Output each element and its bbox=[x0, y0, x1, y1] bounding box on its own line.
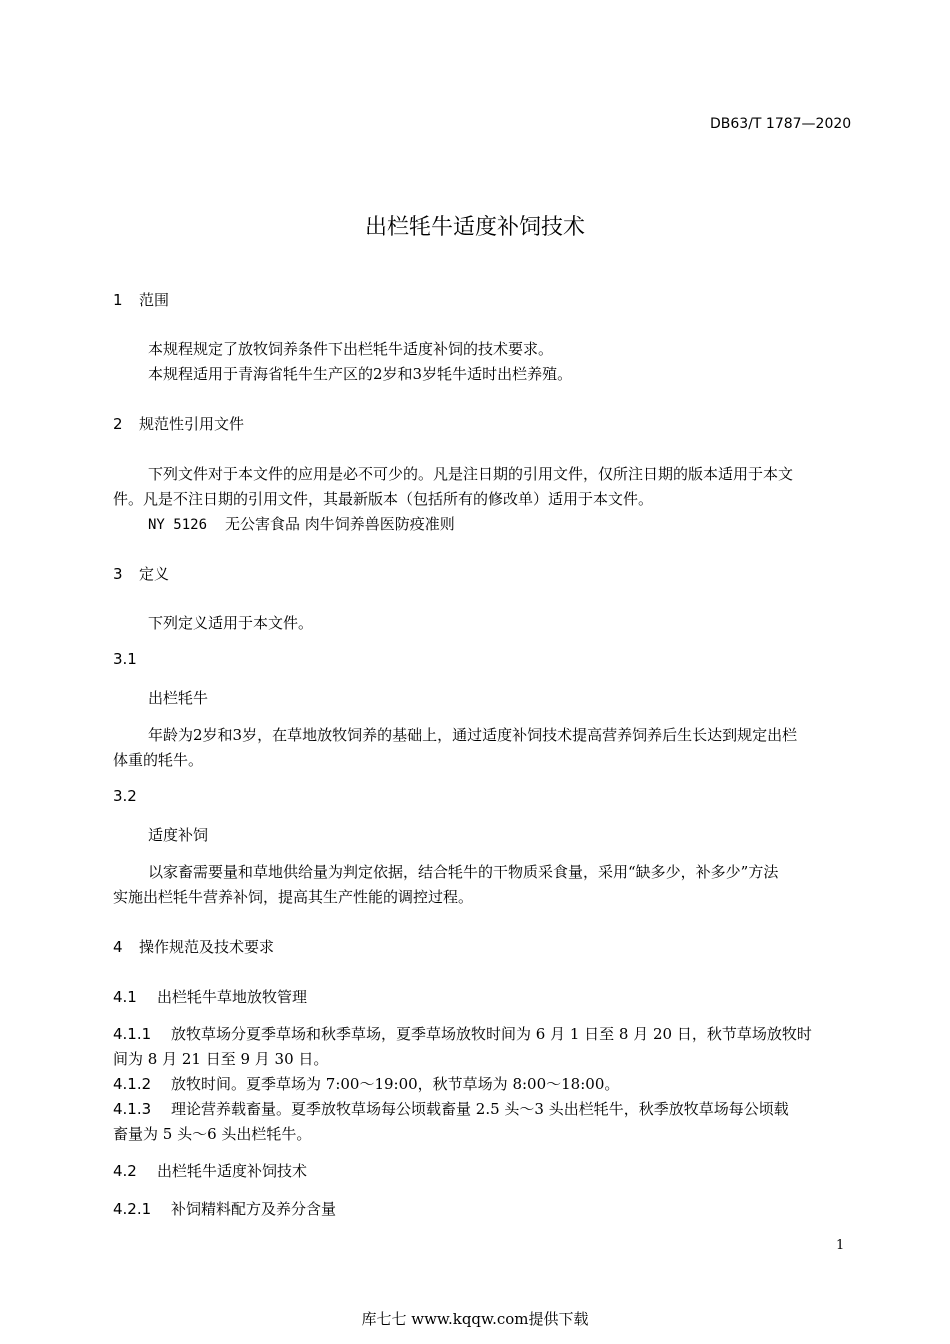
subsection-number: 4.1 bbox=[113, 988, 137, 1006]
document-title: 出栏牦牛适度补饲技术 bbox=[364, 215, 585, 240]
document-number: DB63/T 1787—2020 bbox=[710, 116, 852, 132]
section-title: 操作规范及技术要求 bbox=[139, 938, 275, 956]
subsection-title: 出栏牦牛草地放牧管理 bbox=[157, 988, 308, 1006]
clause-number: 4.1.1 bbox=[113, 1025, 152, 1043]
section-1-heading bbox=[113, 289, 169, 310]
definition: 实施出栏牦牛营养补饲，提高其生产性能的调控过程。 bbox=[113, 888, 474, 906]
clause-number: 4.2.1 bbox=[113, 1200, 152, 1218]
paragraph: 本规程适用于青海省牦牛生产区的2岁和3岁牦牛适时出栏养殖。 bbox=[148, 365, 573, 383]
section-title: 规范性引用文件 bbox=[139, 415, 245, 433]
section-number: 1 bbox=[113, 291, 123, 309]
clause-text: 间为 8 月 21 日至 9 月 30 日。 bbox=[113, 1050, 329, 1068]
reference-title: 无公害食品 肉牛饲养兽医防疫准则 bbox=[225, 515, 455, 533]
clause-text: 放牧时间。夏季草场为 7:00～19:00，秋节草场为 8:00～18:00。 bbox=[171, 1075, 620, 1093]
subsection-heading bbox=[113, 986, 307, 1007]
clause bbox=[113, 1023, 812, 1044]
definition: 体重的牦牛。 bbox=[113, 751, 204, 769]
clause bbox=[113, 1098, 789, 1119]
subsection-heading bbox=[113, 1160, 307, 1181]
clause-text: 放牧草场分夏季草场和秋季草场，夏季草场放牧时间为 6 月 1 日至 8 月 20 日，秋节草场放牧时 bbox=[171, 1025, 812, 1043]
page-number: 1 bbox=[836, 1238, 845, 1253]
paragraph: 件。凡是不注日期的引用文件，其最新版本（包括所有的修改单）适用于本文件。 bbox=[113, 490, 654, 508]
paragraph: 本规程规定了放牧饲养条件下出栏牦牛适度补饲的技术要求。 bbox=[148, 340, 554, 358]
reference-code: NY 5126 bbox=[148, 517, 208, 533]
section-number: 2 bbox=[113, 415, 123, 433]
clause-number: 4.1.2 bbox=[113, 1075, 152, 1093]
subsection-number: 4.2 bbox=[113, 1162, 137, 1180]
section-number: 3 bbox=[113, 565, 123, 583]
section-2-heading bbox=[113, 413, 244, 434]
term: 出栏牦牛 bbox=[148, 689, 209, 707]
clause-title: 补饲精料配方及养分含量 bbox=[171, 1200, 337, 1218]
section-title: 范围 bbox=[139, 291, 170, 309]
definition: 年龄为2岁和3岁，在草地放牧饲养的基础上，通过适度补饲技术提高营养饲养后生长达到规定出栏 bbox=[148, 726, 798, 744]
definition: 以家畜需要量和草地供给量为判定依据，结合牦牛的干物质采食量，采用“缺多少，补多少”方法 bbox=[148, 863, 779, 881]
clause-number: 3.1 bbox=[113, 650, 137, 668]
paragraph: 下列文件对于本文件的应用是必不可少的。凡是注日期的引用文件，仅所注日期的版本适用于本文 bbox=[148, 465, 794, 483]
clause-text: 理论营养载畜量。夏季放牧草场每公顷载畜量 2.5 头～3 头出栏牦牛，秋季放牧草场每公顷载 bbox=[171, 1100, 789, 1118]
clause-number: 4.1.3 bbox=[113, 1100, 152, 1118]
section-3-heading bbox=[113, 563, 169, 584]
clause-text: 畜量为 5 头～6 头出栏牦牛。 bbox=[113, 1125, 312, 1143]
footer-watermark: 库七七 www.kqqw.com提供下载 bbox=[361, 1310, 589, 1328]
clause bbox=[113, 1073, 619, 1094]
section-title: 定义 bbox=[139, 565, 170, 583]
clause-number: 3.2 bbox=[113, 787, 137, 805]
section-4-heading bbox=[113, 936, 274, 957]
term: 适度补饲 bbox=[148, 826, 209, 844]
section-number: 4 bbox=[113, 938, 123, 956]
clause-heading bbox=[113, 1198, 336, 1219]
paragraph: 下列定义适用于本文件。 bbox=[148, 614, 314, 632]
subsection-title: 出栏牦牛适度补饲技术 bbox=[157, 1162, 308, 1180]
normative-reference bbox=[148, 513, 455, 534]
